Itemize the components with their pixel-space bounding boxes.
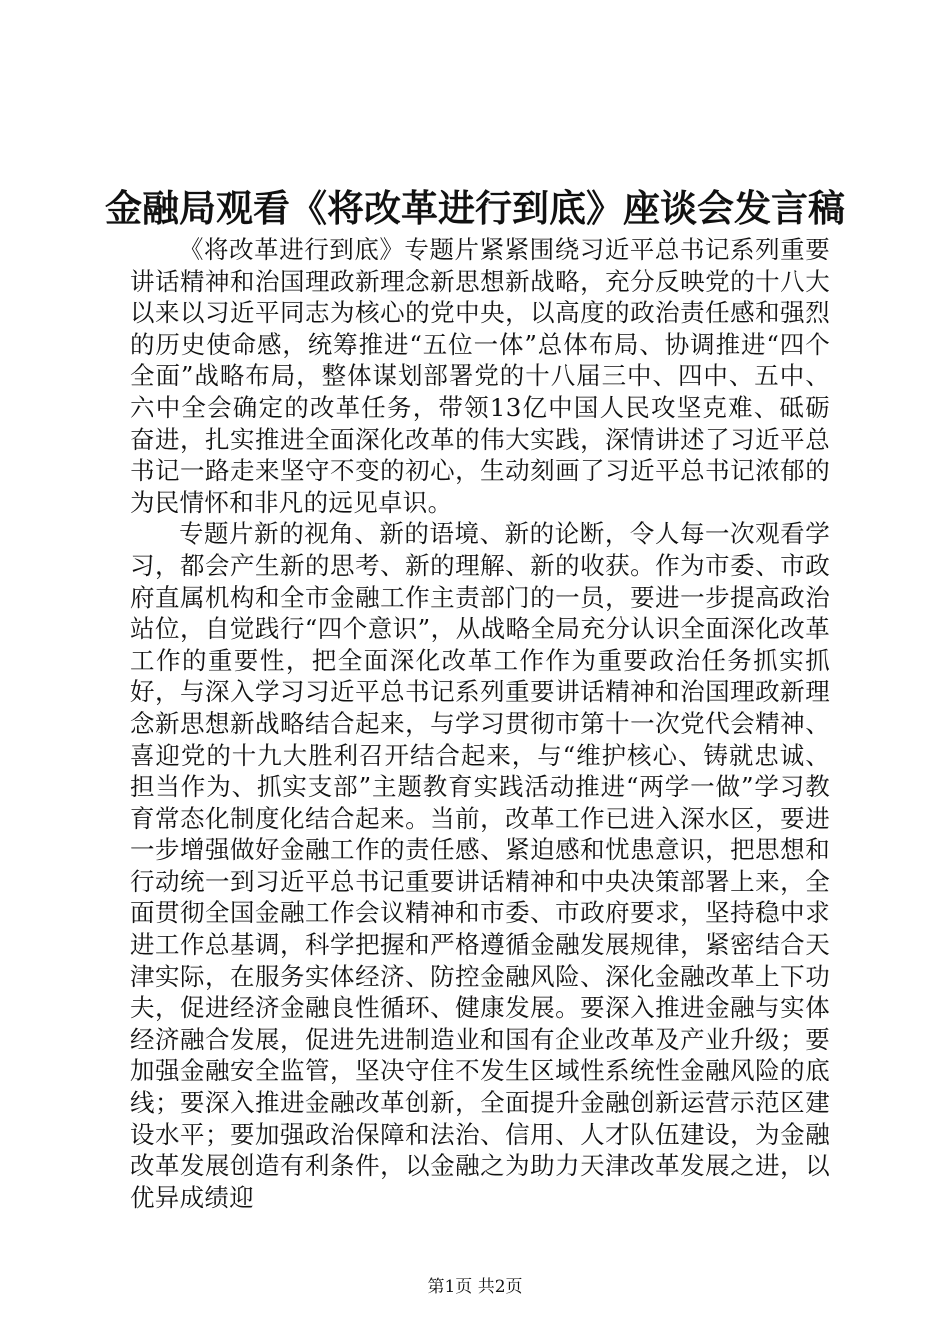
paragraph-2: 专题片新的视角、新的语境、新的论断，令人每一次观看学习，都会产生新的思考、新的理解、新的收获。作为市委、市政府直属机构和全市金融工作主责部门的一员，要进一步提高政治站位，自觉践行“四个意识”，从战略全局充分认识全面深化改革工作的重要性，把全面深化改革工作作为重要政治任务抓实抓好，与深入学习习近平总书记系列重要讲话精神和治国理政新理念新思想新战略结合起来，与学习贯彻市第十一次党代会精神、喜迎党的十九大胜利召开结合起来，与“维护核心、铸就忠诚、担当作为、抓实支部”主题教育实践活动推进“两学一做”学习教育常态化制度化结合起来。当前，改革工作已进入深水区，要进一步增强做好金融工作的责任感、紧迫感和忧患意识，把思想和行动统一到习近平总书记重要讲话精神和中央决策部署上来，全面贯彻全国金融工作会议精神和市委、市政府要求，坚持稳中求进工作总基调，科学把握和严格遵循金融发展规律，紧密结合天津实际，在服务实体经济、防控金融风险、深化金融改革上下功夫，促进经济金融良性循环、健康发展。要深入推进金融与实体经济融合发展，促进先进制造业和国有企业改革及产业升级；要加强金融安全监管，坚决守住不发生区域性系统性金融风险的底线；要深入推进金融改革创新，全面提升金融创新运营示范区建设水平；要加强政治保障和法治、信用、人才队伍建设，为金融改革发展创造有利条件，以金融之为助力天津改革发展之进，以优异成绩迎 bbox=[130, 519, 831, 1212]
paragraph-1: 《将改革进行到底》专题片紧紧围绕习近平总书记系列重要讲话精神和治国理政新理念新思想新战略，充分反映党的十八大以来以习近平同志为核心的党中央，以高度的政治责任感和强烈的历史使命感，统筹推进“五位一体”总体布局、协调推进“四个全面”战略布局，整体谋划部署党的十八届三中、四中、五中、六中全会确定的改革任务，带领13亿中国人民攻坚克难、砥砺奋进，扎实推进全面深化改革的伟大实践，深情讲述了习近平总书记一路走来坚守不变的初心，生动刻画了习近平总书记浓郁的为民情怀和非凡的远见卓识。 bbox=[130, 235, 830, 517]
page-footer: 第1页 共2页 bbox=[427, 1277, 523, 1297]
document-body bbox=[130, 234, 830, 1213]
document-title: 金融局观看《将改革进行到底》座谈会发言稿 bbox=[105, 186, 845, 230]
